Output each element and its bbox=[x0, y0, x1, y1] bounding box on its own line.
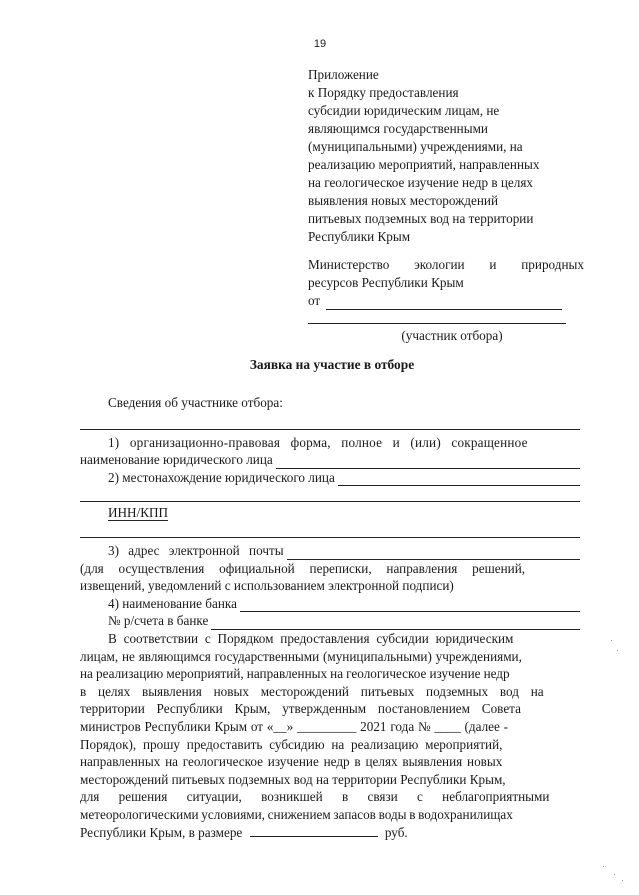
form-body bbox=[80, 394, 580, 842]
appendix-line: субсидии юридическим лицам, не bbox=[308, 103, 500, 118]
appendix-line: (муниципальными) учреждениями, на bbox=[308, 139, 523, 154]
paragraph-line: на реализацию мероприятий, направленных на геологическое изучение недр bbox=[80, 666, 510, 682]
paragraph-line: направленных на геологическое изучение недр в целях выявления новых bbox=[80, 754, 503, 770]
scan-speck bbox=[622, 880, 623, 881]
addressee-block bbox=[308, 256, 584, 345]
paragraph-line: лицам, не являющимся государственными (муниципальными) учреждениями, bbox=[80, 648, 522, 664]
field-5-label: № р/счета в банке bbox=[108, 613, 209, 629]
inn-kpp-text: ИНН/КПП bbox=[108, 505, 169, 521]
paragraph-line: месторождений питьевых подземных вод на территории Республики Крым, bbox=[80, 771, 506, 787]
field-5-row bbox=[80, 612, 580, 630]
paragraph-line: Порядок), прошу предоставить субсидию на реализацию мероприятий, bbox=[80, 736, 503, 752]
appendix-block bbox=[308, 66, 588, 246]
form-title: Заявка на участие в отборе bbox=[249, 357, 415, 372]
bank-name-field[interactable] bbox=[240, 598, 580, 612]
scan-speck bbox=[617, 650, 618, 651]
email-field[interactable] bbox=[287, 546, 580, 560]
amount-label: Республики Крым, в размере bbox=[80, 825, 243, 841]
field-3-label: 3) адрес электронной почты bbox=[108, 542, 284, 558]
location-field[interactable] bbox=[338, 472, 580, 486]
account-number-field[interactable] bbox=[211, 616, 580, 630]
scan-speck bbox=[611, 640, 612, 641]
participant-info-field[interactable] bbox=[80, 414, 580, 430]
addressee-caption: (участник отбора) bbox=[401, 328, 503, 343]
paragraph-line: для решения ситуации, возникшей в связи с неблагоприятными bbox=[80, 789, 550, 805]
scan-speck bbox=[614, 874, 615, 875]
field-4-row bbox=[80, 595, 580, 613]
addressee-line-1: Министерство экологии и природных bbox=[308, 257, 584, 272]
appendix-line: выявления новых месторождений bbox=[308, 193, 499, 208]
applicant-name-field[interactable] bbox=[326, 296, 562, 310]
statement-paragraph bbox=[80, 630, 580, 842]
page-number: 19 bbox=[313, 38, 327, 50]
scan-speck bbox=[603, 866, 604, 867]
appendix-line: Республики Крым bbox=[308, 229, 411, 244]
inn-kpp-label bbox=[80, 504, 580, 522]
paragraph-line: территории Республики Крым, утвержденным постановлением Совета bbox=[80, 701, 521, 717]
field-1-label-2: наименование юридического лица bbox=[80, 452, 273, 468]
field-3-note-2: извещений, уведомлений с использованием электронной подписи) bbox=[80, 578, 454, 594]
field-2-label: 2) местонахождение юридического лица bbox=[108, 469, 335, 485]
location-field-2[interactable] bbox=[80, 486, 580, 502]
form-intro: Сведения об участнике отбора: bbox=[108, 395, 283, 410]
appendix-line: на геологическое изучение недр в целях bbox=[308, 175, 534, 190]
appendix-line: Приложение bbox=[308, 67, 379, 82]
paragraph-line: в целях выявления новых месторождений питьевых подземных вод на bbox=[80, 683, 544, 699]
addressee-line-2: ресурсов Республики Крым bbox=[308, 275, 464, 290]
amount-unit: руб. bbox=[384, 825, 408, 841]
paragraph-line: метеорологическими условиями, снижением запасов воды в водохранилищах bbox=[80, 806, 513, 822]
field-3-row bbox=[80, 542, 580, 560]
appendix-line: реализацию мероприятий, направленных bbox=[308, 157, 540, 172]
appendix-line: питьевых подземных вод на территории bbox=[308, 211, 534, 226]
paragraph-line: министров Республики Крым от «__» _________ 2021 года № ____ (далее - bbox=[80, 718, 509, 734]
field-3-note-1: (для осуществления официальной переписки, направления решений, bbox=[80, 560, 526, 576]
org-name-field[interactable] bbox=[276, 455, 580, 469]
field-1-line-1 bbox=[80, 434, 580, 452]
appendix-line: к Порядку предоставления bbox=[308, 85, 459, 100]
field-4-label: 4) наименование банка bbox=[108, 595, 237, 611]
appendix-line: являющимся государственными bbox=[308, 121, 488, 136]
addressee-from-row bbox=[308, 292, 584, 310]
field-1-label: 1) организационно-правовая форма, полное и (или) сокращенное bbox=[108, 434, 528, 450]
applicant-name-field-2[interactable] bbox=[308, 322, 566, 324]
addressee-from-label: от bbox=[308, 293, 321, 308]
inn-kpp-field[interactable] bbox=[80, 522, 580, 538]
amount-field[interactable] bbox=[250, 823, 378, 837]
paragraph-line: В соответствии с Порядком предоставления субсидии юридическим bbox=[108, 630, 514, 646]
paragraph-last-line bbox=[80, 823, 580, 842]
field-1-line-2 bbox=[80, 451, 580, 469]
field-2-row bbox=[80, 469, 580, 487]
